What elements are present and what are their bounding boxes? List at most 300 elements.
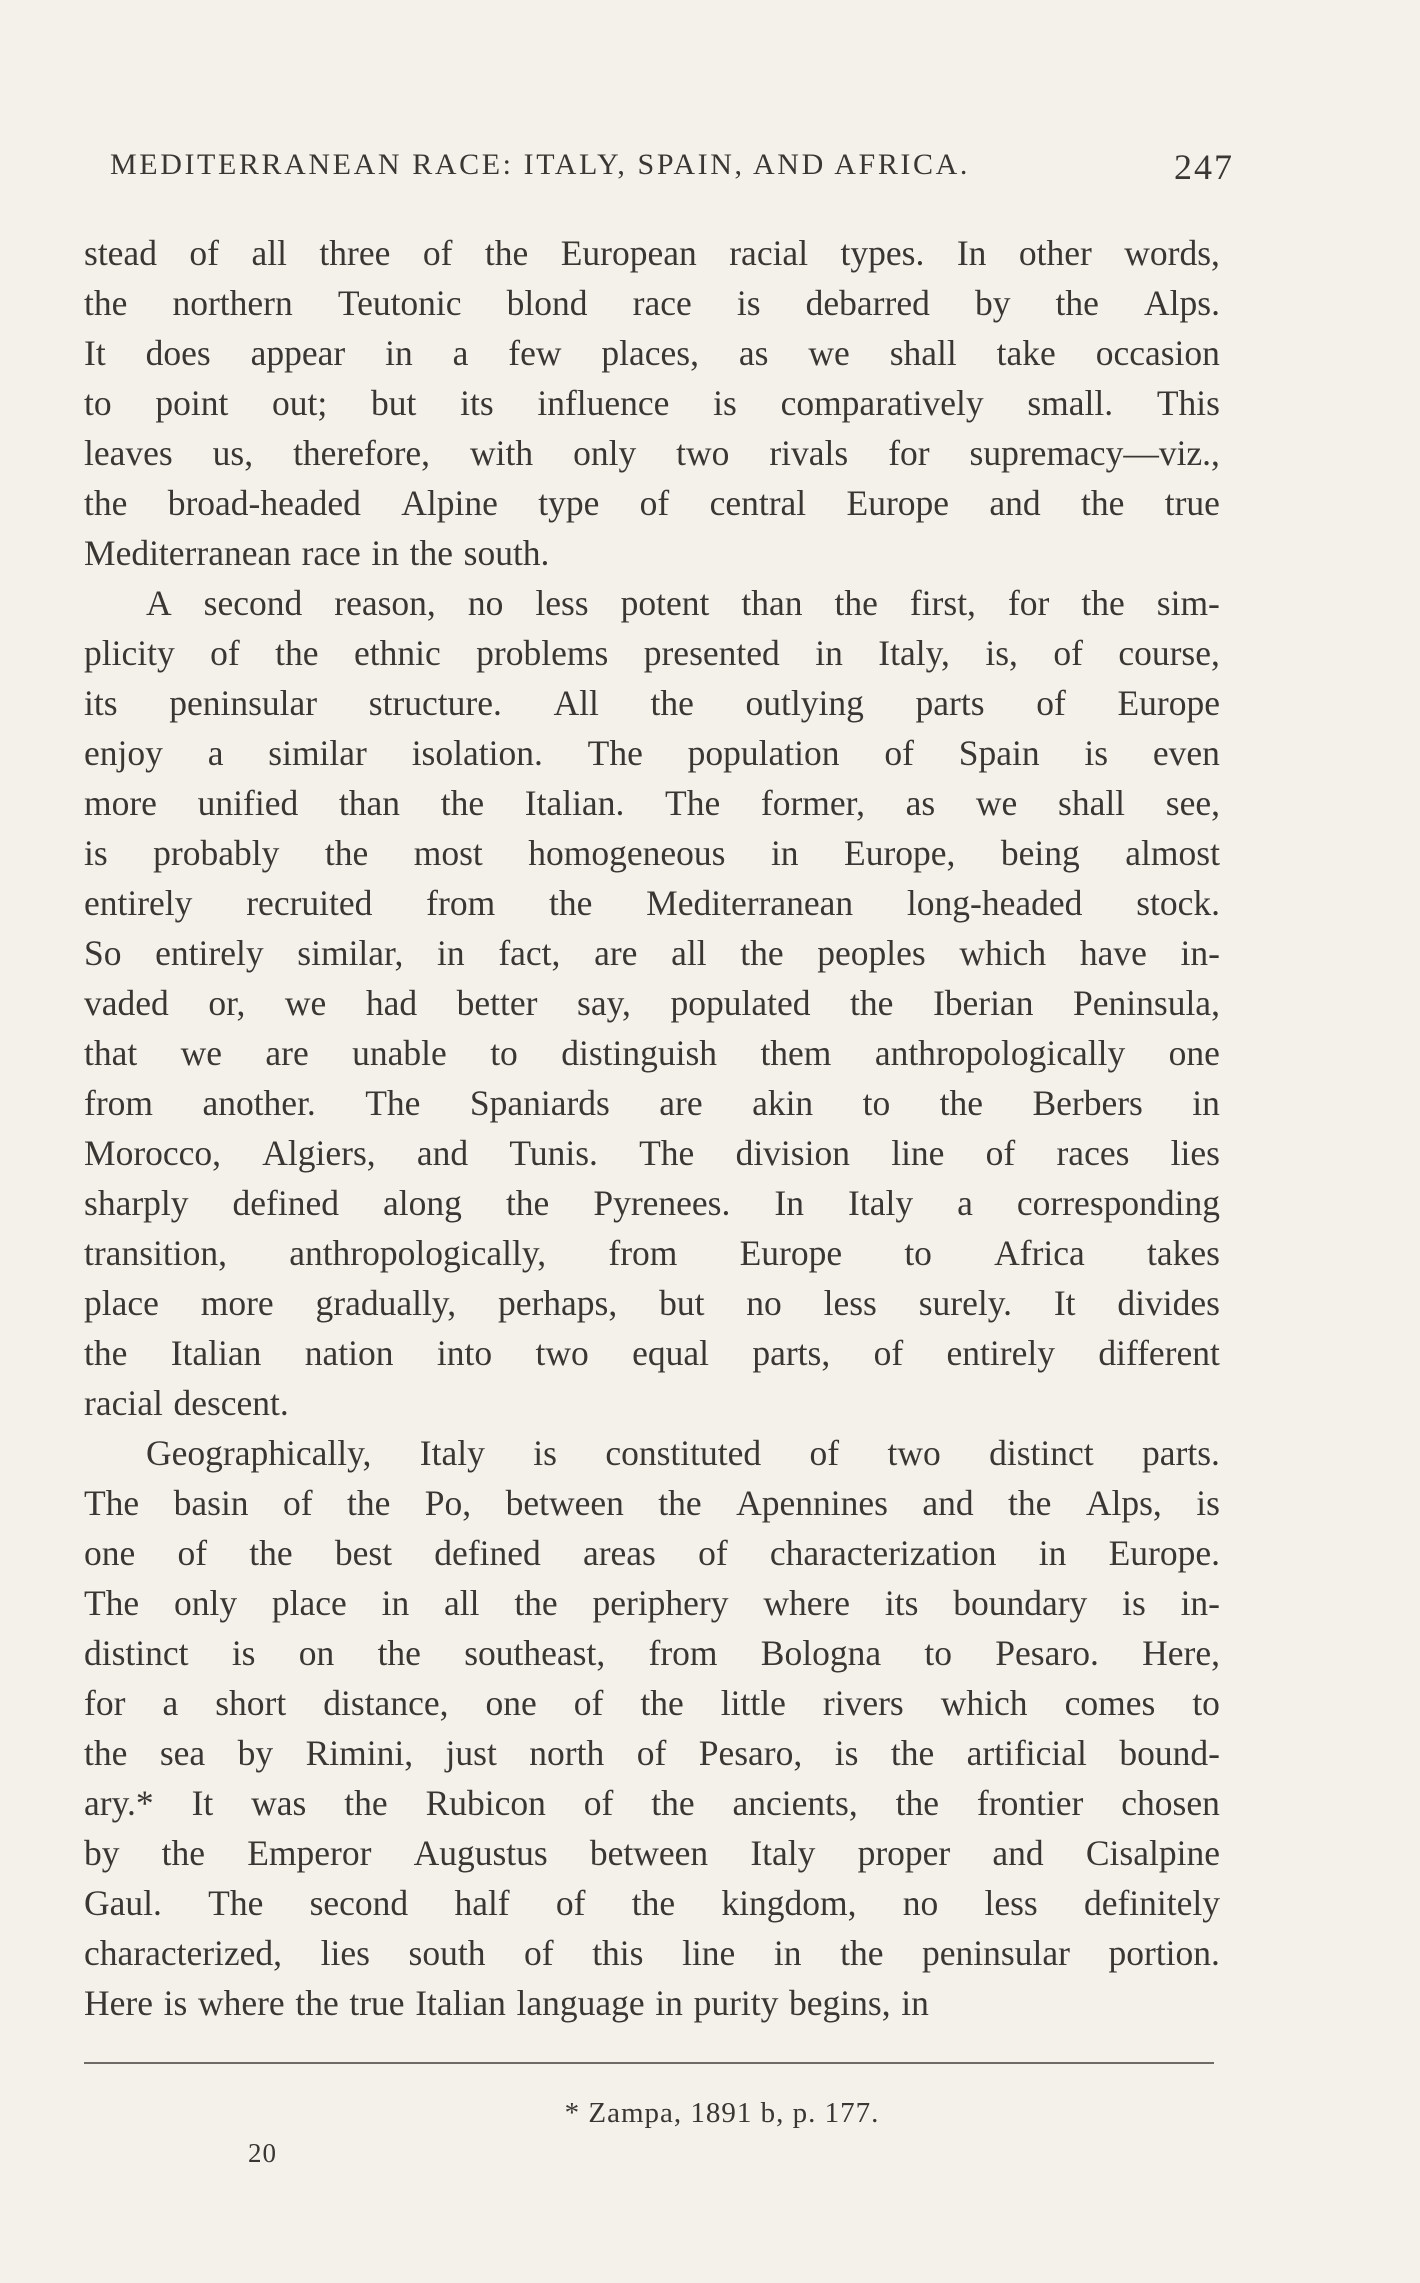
word: shall	[1058, 783, 1126, 823]
word: into	[436, 1333, 493, 1373]
text-line	[84, 478, 1220, 528]
word: places,	[601, 333, 699, 373]
word: place	[84, 1283, 159, 1323]
word: being	[1000, 833, 1080, 873]
word: racial	[729, 233, 809, 273]
word: little	[720, 1683, 786, 1723]
word: of	[985, 1133, 1016, 1173]
word: south	[408, 1933, 486, 1973]
word: kingdom,	[721, 1883, 857, 1923]
word: Italy	[750, 1833, 816, 1873]
word: of	[282, 1483, 313, 1523]
word: northern	[172, 283, 293, 323]
word: Berbers	[1032, 1083, 1143, 1123]
word: Geographically,	[146, 1433, 372, 1473]
word: sea	[159, 1733, 206, 1773]
word: All	[553, 683, 599, 723]
word: blond	[506, 283, 588, 323]
word: rivers	[822, 1683, 904, 1723]
word: in	[770, 833, 799, 873]
word: homogeneous	[528, 833, 726, 873]
word: we	[975, 783, 1018, 823]
word: we	[180, 1033, 223, 1073]
word: unable	[352, 1033, 447, 1073]
word: where	[763, 1583, 851, 1623]
text-line	[84, 1228, 1220, 1278]
word: one	[485, 1683, 537, 1723]
word: racial	[84, 1383, 163, 1423]
word: in-	[1180, 933, 1220, 973]
word: Apennines	[736, 1483, 888, 1523]
text-line	[84, 978, 1220, 1028]
text-line	[84, 228, 1220, 278]
text-line	[84, 828, 1220, 878]
word: more	[200, 1283, 274, 1323]
word: Bologna	[760, 1633, 882, 1673]
word: most	[413, 833, 483, 873]
word: its	[884, 1583, 919, 1623]
word: one	[1168, 1033, 1220, 1073]
word: of	[555, 1883, 586, 1923]
word: the	[834, 583, 878, 623]
word: Augustus	[413, 1833, 548, 1873]
word: of	[524, 1933, 554, 1973]
word: broad-headed	[167, 483, 361, 523]
word: line	[682, 1933, 736, 1973]
text-line	[84, 1478, 1220, 1528]
word: just	[445, 1733, 497, 1773]
word: Alpine	[401, 483, 498, 523]
word: take	[996, 333, 1056, 373]
footnote-rule	[84, 2062, 1214, 2064]
word: similar	[268, 733, 367, 773]
text-line	[84, 1028, 1220, 1078]
word: and	[989, 483, 1041, 523]
word: say,	[577, 983, 631, 1023]
word: the	[1080, 483, 1125, 523]
word: line	[891, 1133, 945, 1173]
word: words,	[1124, 233, 1220, 273]
word: races	[1056, 1133, 1130, 1173]
word: Tunis.	[509, 1133, 598, 1173]
word: race	[301, 533, 361, 573]
text-line	[84, 1528, 1220, 1578]
text-line	[84, 1128, 1220, 1178]
word: debarred	[805, 283, 930, 323]
word: the	[344, 1783, 388, 1823]
text-line	[84, 928, 1220, 978]
word: Alps,	[1085, 1483, 1162, 1523]
word: to	[924, 1633, 953, 1673]
word: comparatively	[780, 383, 984, 423]
word: structure.	[368, 683, 502, 723]
word: purity	[693, 1983, 779, 2023]
word: is	[231, 1633, 256, 1673]
word: Morocco,	[84, 1133, 222, 1173]
word: the	[651, 1783, 695, 1823]
word: Rimini,	[305, 1733, 414, 1773]
word: periphery	[592, 1583, 729, 1623]
page-number: 247	[1174, 147, 1234, 187]
word: comes	[1064, 1683, 1156, 1723]
text-line	[84, 728, 1220, 778]
word: in	[815, 633, 843, 673]
word: In	[956, 233, 987, 273]
word: in	[1038, 1533, 1067, 1573]
word: does	[145, 333, 211, 373]
word: the	[295, 1983, 339, 2023]
word: entirely	[155, 933, 264, 973]
word: in	[437, 933, 465, 973]
word: the	[650, 683, 694, 723]
word: The	[84, 1583, 140, 1623]
word: ancients,	[732, 1783, 858, 1823]
word: The	[665, 783, 721, 823]
text-line	[84, 1928, 1220, 1978]
word: sharply	[84, 1183, 189, 1223]
word: Mediterranean	[646, 883, 854, 923]
word: type	[538, 483, 600, 523]
word: more	[84, 783, 157, 823]
word: the	[850, 983, 894, 1023]
word: the	[275, 633, 319, 673]
word: of	[177, 1533, 208, 1573]
word: and	[416, 1133, 469, 1173]
text-line	[84, 1628, 1220, 1678]
word: is	[713, 383, 737, 423]
word: true	[349, 1983, 405, 2023]
word: equal	[632, 1333, 709, 1373]
word: Emperor	[247, 1833, 372, 1873]
word: a	[957, 1183, 973, 1223]
word: the	[484, 233, 529, 273]
word: other	[1018, 233, 1092, 273]
word: in-	[1180, 1583, 1220, 1623]
word: in	[901, 1983, 929, 2023]
word: is	[1196, 1483, 1220, 1523]
word: Europe	[739, 1233, 843, 1273]
word: the	[631, 1883, 676, 1923]
word: bound-	[1119, 1733, 1220, 1773]
word: of	[698, 1533, 728, 1573]
word: divides	[1117, 1283, 1220, 1323]
word: see,	[1165, 783, 1220, 823]
word: the	[740, 933, 784, 973]
word: less	[535, 583, 589, 623]
word: the	[324, 833, 369, 873]
word: the	[84, 1333, 128, 1373]
word: Italian	[170, 1333, 262, 1373]
word: of	[884, 733, 914, 773]
word: two	[887, 1433, 941, 1473]
word: short	[215, 1683, 287, 1723]
word: its	[460, 383, 494, 423]
word: even	[1152, 733, 1220, 773]
word: The	[208, 1883, 264, 1923]
word: for	[888, 433, 930, 473]
word: of	[189, 233, 219, 273]
word: distinct	[84, 1633, 189, 1673]
word: to	[1192, 1683, 1220, 1723]
text-line	[84, 1578, 1220, 1628]
word: Pyrenees.	[593, 1183, 731, 1223]
word: Italy,	[878, 633, 950, 673]
word: central	[709, 483, 807, 523]
word: language	[516, 1983, 645, 2023]
word: we	[284, 983, 327, 1023]
word: entirely	[946, 1333, 1055, 1373]
word: all	[671, 933, 707, 973]
word: is	[84, 833, 108, 873]
word: proper	[857, 1833, 951, 1873]
text-line	[84, 1878, 1220, 1928]
word: This	[1156, 383, 1220, 423]
word: the	[377, 1633, 421, 1673]
word: by	[84, 1833, 120, 1873]
word: distinguish	[561, 1033, 718, 1073]
word: boundary	[953, 1583, 1088, 1623]
word: Europe	[1117, 683, 1220, 723]
word: of	[636, 1733, 667, 1773]
word: characterization	[769, 1533, 997, 1573]
word: distance,	[323, 1683, 449, 1723]
word: than	[741, 583, 803, 623]
word: the	[1008, 1483, 1052, 1523]
word: distinct	[989, 1433, 1094, 1473]
word: European	[560, 233, 697, 273]
word: ary.*	[84, 1783, 154, 1823]
word: of	[1036, 683, 1066, 723]
word: is	[1084, 733, 1109, 773]
word: shall	[889, 333, 957, 373]
text-line	[84, 328, 1220, 378]
text-line	[84, 778, 1220, 828]
word: different	[1098, 1333, 1220, 1373]
word: from	[648, 1633, 718, 1673]
word: the	[514, 1583, 558, 1623]
word: from	[608, 1233, 678, 1273]
word: by	[237, 1733, 274, 1773]
word: therefore,	[293, 433, 431, 473]
word: chosen	[1121, 1783, 1220, 1823]
word: the	[161, 1833, 206, 1873]
word: corresponding	[1016, 1183, 1220, 1223]
running-head	[110, 140, 1234, 200]
word: portion.	[1108, 1933, 1220, 1973]
word: parts,	[752, 1333, 831, 1373]
word: rivals	[769, 433, 849, 473]
word: Here	[84, 1983, 153, 2023]
word: as	[905, 783, 936, 823]
word: Pesaro.	[995, 1633, 1099, 1673]
word: the	[640, 1683, 684, 1723]
word: division	[735, 1133, 850, 1173]
word: by	[974, 283, 1011, 323]
word: plicity	[84, 633, 175, 673]
word: reason,	[334, 583, 436, 623]
word: course,	[1118, 633, 1220, 673]
word: Italian	[415, 1983, 506, 2023]
word: is	[163, 1983, 188, 2023]
word: basin	[173, 1483, 249, 1523]
word: Spain	[958, 733, 1040, 773]
word: the	[249, 1533, 293, 1573]
word: long-headed	[906, 883, 1083, 923]
word: the	[440, 783, 485, 823]
word: had	[365, 983, 418, 1023]
word: Gaul.	[84, 1883, 162, 1923]
text-line	[84, 878, 1220, 928]
text-line	[84, 428, 1220, 478]
word: Africa	[994, 1233, 1085, 1273]
word: presented	[643, 633, 780, 673]
word: of	[1053, 633, 1083, 673]
word: true	[1164, 483, 1220, 523]
word: akin	[752, 1083, 814, 1123]
word: but	[371, 383, 417, 423]
word: recruited	[246, 883, 373, 923]
word: Teutonic	[337, 283, 462, 323]
word: all	[444, 1583, 480, 1623]
word: of	[809, 1433, 840, 1473]
word: which	[959, 933, 1047, 973]
word: race	[632, 283, 692, 323]
word: It	[84, 333, 106, 373]
word: the	[939, 1083, 984, 1123]
word: few	[508, 333, 562, 373]
word: Spaniards	[469, 1083, 610, 1123]
word: fact,	[498, 933, 561, 973]
word: us,	[212, 433, 254, 473]
word: of	[639, 483, 670, 523]
word: peninsular	[922, 1933, 1070, 1973]
word: in	[371, 533, 399, 573]
word: So	[84, 933, 122, 973]
word: less	[823, 1283, 877, 1323]
word: than	[338, 783, 401, 823]
word: no	[746, 1283, 782, 1323]
word: are	[265, 1033, 309, 1073]
word: The	[365, 1083, 421, 1123]
text-line	[84, 1728, 1220, 1778]
word: similar,	[297, 933, 404, 973]
word: south.	[463, 533, 550, 573]
word: of	[873, 1333, 904, 1373]
word: and	[992, 1833, 1044, 1873]
word: Italy	[848, 1183, 914, 1223]
word: transition,	[84, 1233, 227, 1273]
footnote: * Zampa, 1891 b, p. 177.	[564, 2097, 880, 2129]
word: is	[533, 1433, 557, 1473]
text-line	[84, 278, 1220, 328]
word: populated	[670, 983, 811, 1023]
word: all	[251, 233, 287, 273]
word: begins,	[789, 1983, 891, 2023]
word: Rubicon	[425, 1783, 546, 1823]
word: characterized,	[84, 1933, 283, 1973]
text-line	[84, 378, 1220, 428]
word: of	[422, 233, 453, 273]
word: vaded	[84, 983, 169, 1023]
word: to	[862, 1083, 891, 1123]
word: from	[84, 1083, 154, 1123]
word: isolation.	[411, 733, 543, 773]
word: appear	[250, 333, 346, 373]
body-text	[84, 228, 1220, 2028]
word: the	[548, 883, 593, 923]
word: Peninsula,	[1073, 983, 1220, 1023]
word: the	[890, 1733, 935, 1773]
word: In	[774, 1183, 804, 1223]
word: constituted	[605, 1433, 762, 1473]
word: the	[658, 1483, 702, 1523]
text-line	[84, 1428, 1220, 1478]
word: with	[470, 433, 534, 473]
word: stock.	[1136, 883, 1220, 923]
word: this	[592, 1933, 644, 1973]
word: only	[174, 1583, 238, 1623]
word: The	[587, 733, 643, 773]
word: It	[1053, 1283, 1076, 1323]
signature-mark: 20	[248, 2138, 277, 2168]
word: second	[309, 1883, 409, 1923]
word: are	[594, 933, 638, 973]
word: less	[984, 1883, 1038, 1923]
word: only	[573, 433, 637, 473]
word: peoples	[817, 933, 926, 973]
word: no	[467, 583, 504, 623]
word: peninsular	[169, 683, 318, 723]
word: in	[381, 1583, 410, 1623]
word: are	[659, 1083, 703, 1123]
text-line	[84, 1678, 1220, 1728]
word: to	[490, 1033, 518, 1073]
word: entirely	[84, 883, 193, 923]
text-line	[84, 1278, 1220, 1328]
word: stead	[84, 233, 157, 273]
word: is	[736, 283, 761, 323]
word: nation	[304, 1333, 394, 1373]
word: have	[1079, 933, 1147, 973]
word: takes	[1147, 1233, 1220, 1273]
word: was	[251, 1783, 307, 1823]
word: gradually,	[315, 1283, 457, 1323]
word: half	[454, 1883, 510, 1923]
word: between	[589, 1833, 709, 1873]
word: probably	[153, 833, 280, 873]
word: in	[655, 1983, 683, 2023]
word: no	[902, 1883, 939, 1923]
word: surely.	[918, 1283, 1013, 1323]
word: a	[162, 1683, 179, 1723]
word: the	[1055, 283, 1099, 323]
word: It	[191, 1783, 214, 1823]
word: is	[834, 1733, 859, 1773]
word: lies	[1170, 1133, 1220, 1173]
word: which	[940, 1683, 1028, 1723]
word: from	[426, 883, 496, 923]
word: of	[583, 1783, 614, 1823]
word: the	[1081, 583, 1125, 623]
word: two	[535, 1333, 589, 1373]
text-line	[84, 1828, 1220, 1878]
word: The	[639, 1133, 695, 1173]
word: Po,	[424, 1483, 472, 1523]
word: that	[84, 1033, 138, 1073]
word: point	[155, 383, 229, 423]
word: small.	[1027, 383, 1114, 423]
word: parts.	[1142, 1433, 1220, 1473]
